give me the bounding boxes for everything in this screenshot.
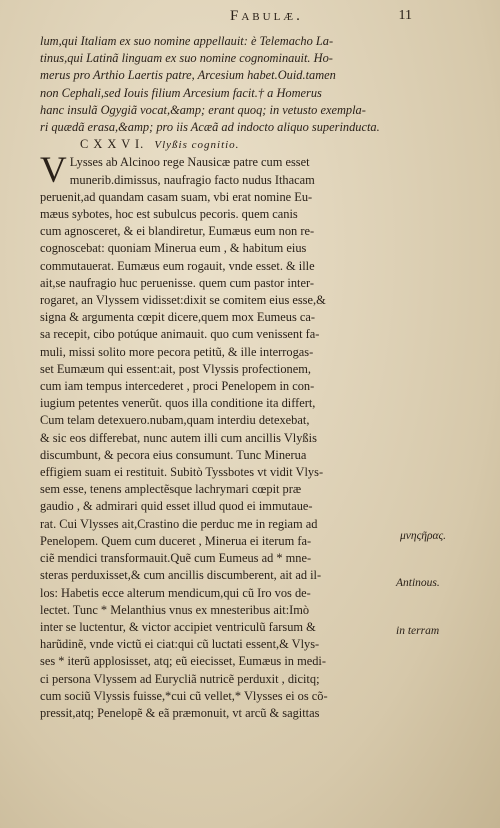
text-line: discumbunt, & pecora eius consumunt. Tunc Minerua (40, 447, 307, 462)
text-line: steras perduxisset,& cum ancillis discumberent, ait ad il- (40, 568, 322, 583)
text-line: ses * iterũ applosisset, atq; eũ eiecisset, Eumæus in medi- (40, 654, 326, 669)
margin-note: μνηςῆρας. (400, 530, 447, 542)
text-line: cum iam tempus intercederet , proci Penelopem in con- (40, 379, 315, 394)
text-line: iugium petentes venerũt. quos illa conditione ita differt, (40, 396, 316, 411)
text-line: effigiem suam ei restituit. Subitò Tyssbotes vt vidit Vlys- (40, 465, 324, 480)
text-line: gaudio , & admirari quid esset illud quod ei immutaue- (40, 499, 313, 514)
chapter-title: Vlyßis cognitio. (154, 139, 240, 152)
text-line: pressit,atq; Penelopẽ & eã præmonuit, vt arcũ & sagittas (40, 705, 320, 720)
text-line: Penelopem. Quem cum duceret , Minerua ei iterum fa- (40, 533, 312, 548)
text-line: Lysses ab Alcinoo rege Nausicæ patre cum esset (69, 155, 310, 170)
margin-note: in terram (396, 625, 440, 637)
text-line: ait,se naufragio huc peruenisse. quem cum pastor inter- (40, 275, 314, 290)
text-line: rogaret, an Vlyssem vidisset:dixit se comitem eius esse,& (40, 293, 326, 308)
text-line: Cum telam detexuero.nubam,quam interdiu detexebat, (40, 413, 310, 428)
text-line: commutauerat. Eumæus eum rogauit, vnde esset. & ille (40, 258, 315, 273)
text-line: sem esse, tenens amplectẽsque lachrymari cœpit præ (40, 482, 302, 497)
text-line: tinus,qui Latinã linguam ex suo nomine cognominauit. Ho- (40, 51, 333, 66)
text-line: muli, missi solito more pecora petitũ, & ille interrogas- (40, 344, 314, 359)
text-line: ciẽ mendici transformauit.Quẽ cum Eumeus ad * mne- (40, 551, 312, 566)
text-line: cum sociũ Vlyssis fuisse,*cui cũ vellet,* Vlysses ei os cõ- (40, 688, 328, 703)
opening-paragraph (40, 150, 390, 192)
text-line: ri quædã erasa,&amp; pro iis Acæã ad indocto aliquo superinducta. (40, 120, 380, 135)
text-line: hanc insulã Ogygiã vocat,&amp; erant quoq; in vetusto exempla- (40, 102, 366, 117)
text-line: cum agnosceret, & ei blandiretur, Eumæus eum non re- (40, 224, 315, 239)
text-line: merus pro Arthio Laertis patre, Arcesium habet.Ouid.tamen (40, 68, 336, 83)
text-line: mæus sybotes, hoc est subulcus pecoris. quem canis (40, 207, 298, 222)
chapter-number: C X X V I. (80, 137, 145, 152)
text-line: rat. Cui Vlysses ait,Crastino die perduc me in regiam ad (40, 516, 318, 531)
text-line: munerib.dimissus, naufragio facto nudus Ithacam (69, 172, 315, 187)
drop-cap: V (40, 150, 67, 192)
text-line: lectet. Tunc * Melanthius vnus ex mnesteribus ait:Imò (40, 602, 310, 617)
page-number: 11 (398, 8, 412, 23)
text-line: harũdinẽ, vnde victũ ei ciat:qui cũ luctati essent,& Vlys- (40, 637, 320, 652)
text-line: sa recepit, cibo potúque animauit. quo cum venissent fa- (40, 327, 320, 342)
margin-note: Antinous. (396, 577, 440, 589)
text-line: cognoscebat: quoniam Minerua eum , & habitum eius (40, 241, 307, 256)
text-line: lum,qui Italiam ex suo nomine appellauit: è Telemacho La- (40, 34, 334, 48)
text-line: non Cephali,sed Iouis filium Arcesium facit.† a Homerus (40, 85, 322, 100)
page-header (120, 8, 410, 30)
text-line: peruenit,ad quandam casam suam, vbi erat nomine Eu- (40, 189, 313, 204)
text-line: los: Habetis ecce alterum mendicum,qui cũ Iro vos de- (40, 585, 311, 600)
text-column (40, 33, 390, 722)
text-line: & sic eos differebat, nunc autem illi cum ancillis Vlyßis (40, 430, 317, 445)
text-line: ci persona Vlyssem ad Eurycliã nutricẽ perduxit , dicitq; (40, 671, 320, 686)
text-line: signa & argumenta cœpit dicere,quem mox Eumeus ca- (40, 310, 316, 325)
running-head: Fabulæ. (230, 8, 303, 24)
text-line: inter se luctentur, & victor accipiet ventriculũ farsum & (40, 619, 316, 634)
chapter-heading (40, 136, 390, 154)
text-line: set Eumæum qui essent:ait, post Vlyssis profectionem, (40, 361, 311, 376)
